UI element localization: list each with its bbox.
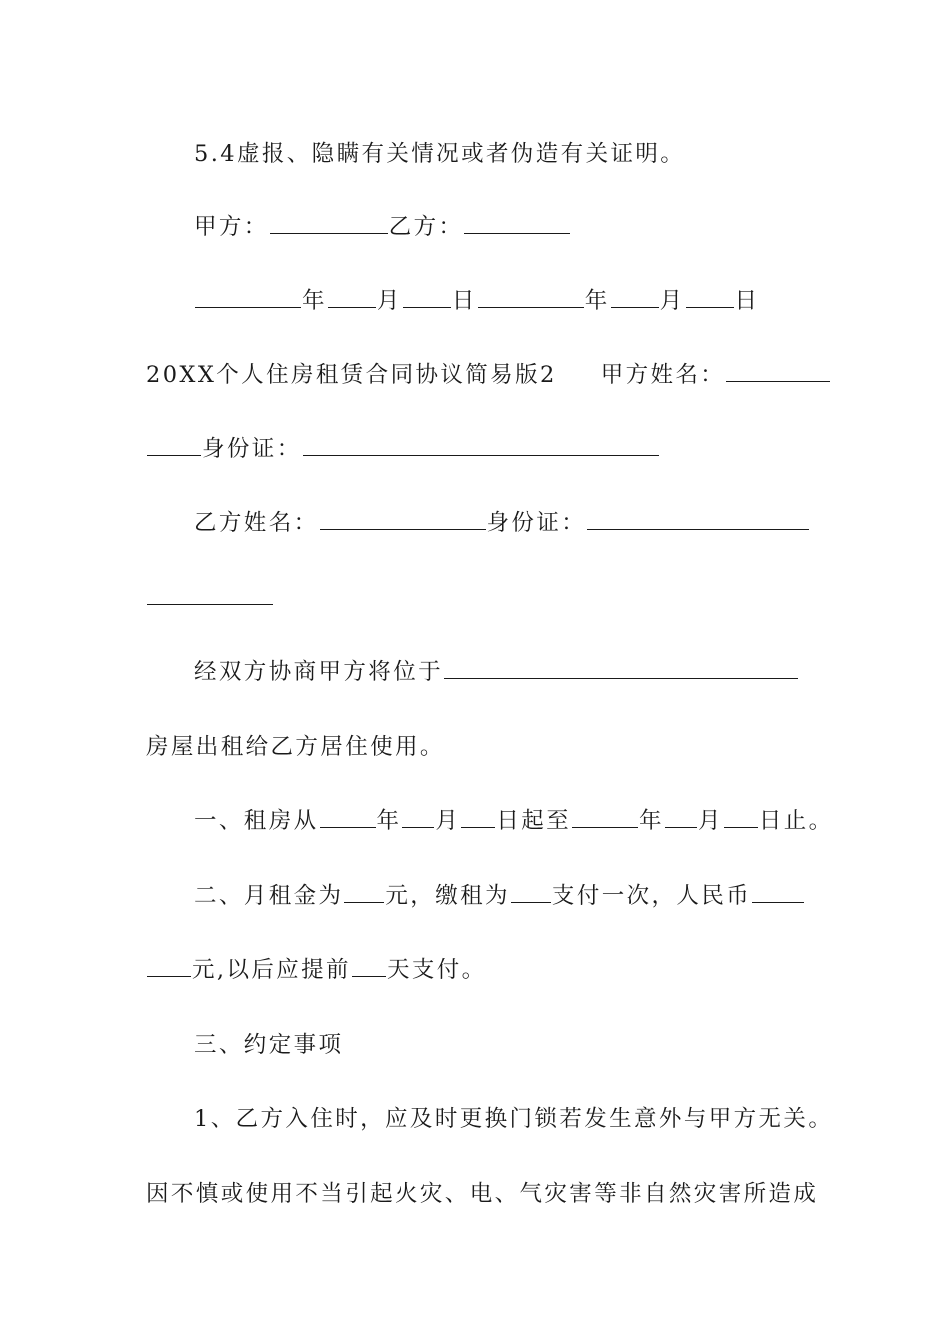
party-a-label: 甲方： [194,214,269,240]
party-b-id-blank-cont[interactable] [147,590,273,605]
date-blank[interactable] [403,293,451,308]
term-line [194,805,834,837]
clause-5-4 [194,138,810,170]
year-label: 年 [302,288,327,314]
party-b-name-label: 乙方姓名： [194,510,319,536]
term-blank[interactable] [665,813,697,828]
contract-title-line [146,359,810,391]
month-label: 月 [376,288,402,314]
id-label: 身份证： [486,510,587,536]
party-a-name-blank-cont[interactable] [147,441,201,456]
payment-cycle-label: 支付一次，人民币 [551,883,752,909]
day-label: 日 [734,288,760,314]
month-label: 月 [435,808,461,834]
item-1-text: 1、乙方入住时，应及时更换门锁若发生意外与甲方无关。 [194,1106,834,1132]
location-line [194,656,810,688]
date-blank[interactable] [611,293,659,308]
amount-blank-cont[interactable] [147,962,191,977]
year-label: 年 [584,288,610,314]
term-start-label: 一、租房从 [194,808,319,834]
advance-days-blank[interactable] [352,962,386,977]
party-b-id-blank[interactable] [587,515,809,530]
party-b-id-cont-line [146,582,810,614]
party-a-id-line [146,433,810,465]
rent-line [194,880,810,912]
rent-label: 二、月租金为 [194,883,344,909]
advance-label: 元,以后应提前 [192,957,351,983]
term-blank[interactable] [461,813,495,828]
payment-label: 元，缴租为 [385,883,510,909]
term-end-label: 日止。 [758,808,834,834]
amount-blank[interactable] [752,888,804,903]
party-a-name-blank[interactable] [726,367,830,382]
location-blank[interactable] [444,664,798,679]
party-b-label: 乙方： [388,214,464,240]
payment-cycle-blank[interactable] [511,888,551,903]
party-b-name-blank[interactable] [320,515,486,530]
advance-payment-line [146,954,810,986]
month-label: 月 [659,288,685,314]
date-blank[interactable] [686,293,734,308]
date-blank[interactable] [195,293,301,308]
paragraph-line [146,1178,819,1210]
party-b-blank[interactable] [464,219,570,234]
term-blank[interactable] [402,813,434,828]
signature-line [194,211,810,243]
date-blank[interactable] [478,293,584,308]
item-1-line [194,1103,834,1135]
year-label: 年 [376,808,402,834]
year-label: 年 [639,808,664,834]
term-blank[interactable] [724,813,758,828]
day-label: 日 [451,288,477,314]
rental-purpose-line [146,731,810,763]
id-label: 身份证： [202,436,302,462]
rent-blank[interactable] [344,888,384,903]
party-a-name-label: 甲方姓名： [600,362,726,388]
month-label: 月 [697,808,723,834]
advance-days-label: 天支付。 [386,957,487,983]
party-a-id-blank[interactable] [303,441,659,456]
paragraph-text: 因不慎或使用不当引起火灾、电、气灾害等非自然灾害所造成 [146,1181,819,1207]
party-a-blank[interactable] [270,219,388,234]
term-blank[interactable] [572,813,638,828]
party-b-line [194,507,810,539]
section-3-heading [194,1029,810,1061]
term-until-label: 日起至 [496,808,572,834]
contract-title: 20XX个人住房租赁合同协议简易版2 [146,362,557,388]
term-blank[interactable] [320,813,376,828]
rental-purpose-text: 房屋出租给乙方居住使用。 [146,734,445,760]
clause-5-4-text: 5.4虚报、隐瞒有关情况或者伪造有关证明。 [194,141,686,167]
location-text: 经双方协商甲方将位于 [194,659,444,685]
date-line [194,285,810,317]
date-blank[interactable] [328,293,376,308]
section-3-title: 三、约定事项 [194,1032,344,1058]
